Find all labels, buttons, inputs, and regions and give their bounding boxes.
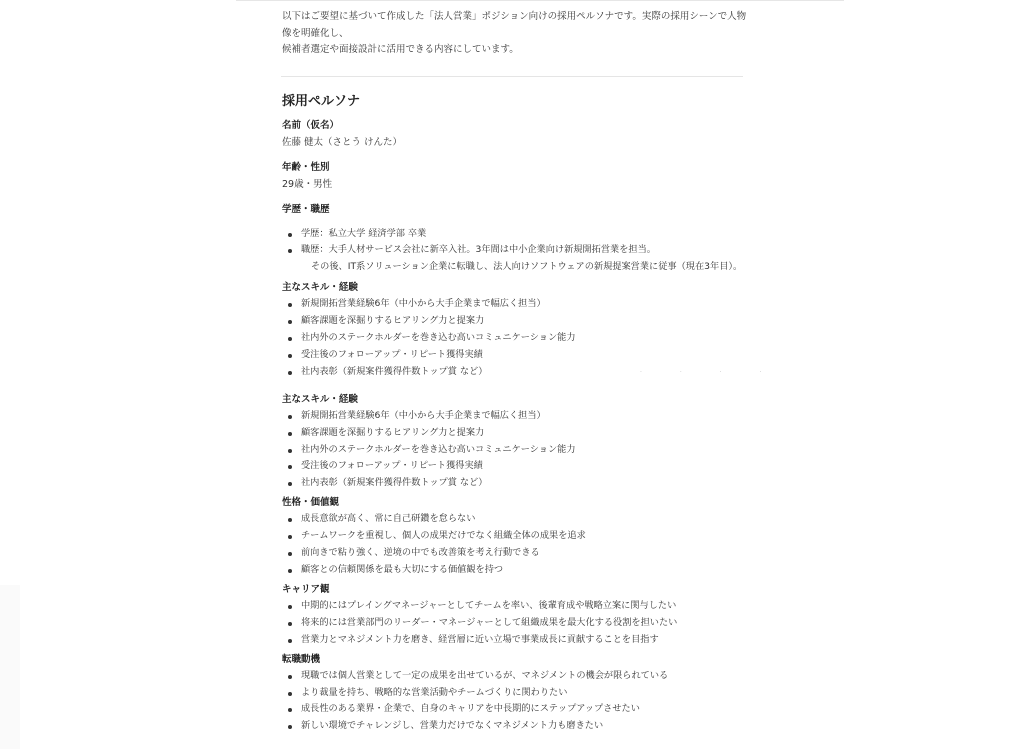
list-item-text: 顧客課題を深掘りするヒアリング力と提案力 bbox=[301, 315, 485, 327]
intro-line-2: 候補者選定や面接設計に活用できる内容にしています。 bbox=[282, 44, 519, 55]
list-item bbox=[282, 425, 752, 442]
bullet-icon bbox=[288, 639, 292, 643]
list-item bbox=[282, 330, 752, 347]
list-item bbox=[282, 511, 752, 528]
list-item bbox=[282, 668, 752, 685]
bullet-icon bbox=[288, 320, 292, 324]
bullet-icon bbox=[288, 449, 292, 453]
list-item-text: 顧客課題を深掘りするヒアリング力と提案力 bbox=[301, 426, 485, 438]
list-item bbox=[282, 475, 752, 492]
list-item bbox=[282, 598, 752, 615]
bullet-icon bbox=[288, 605, 292, 609]
bullet-icon bbox=[288, 415, 292, 419]
list-item bbox=[282, 408, 752, 425]
list-item-text: 新しい環境でチャレンジし、営業力だけでなくマネジメント力も磨きたい bbox=[301, 720, 604, 732]
list-item-text: 社内表彰（新規案件獲得件数トップ賞 など） bbox=[301, 365, 488, 377]
list-item-text: 前向きで粘り強く、逆境の中でも改善策を考え行動できる bbox=[301, 547, 540, 559]
bullet-icon bbox=[288, 303, 292, 307]
age-gender-heading: 年齢・性別 bbox=[282, 161, 330, 173]
bullet-icon bbox=[288, 233, 292, 237]
persona-title: 採用ペルソナ bbox=[282, 93, 361, 109]
bullet-icon bbox=[288, 708, 292, 712]
bullet-icon bbox=[288, 675, 292, 679]
bullet-icon bbox=[288, 465, 292, 469]
left-edge-shade bbox=[0, 585, 20, 749]
list-item-text: 社内外のステークホルダーを巻き込む高いコミュニケーション能力 bbox=[301, 332, 576, 344]
list-item-text: 学歴：私立大学 経済学部 卒業 bbox=[301, 227, 427, 239]
bullet-icon bbox=[288, 692, 292, 696]
bullet-icon bbox=[288, 569, 292, 573]
section-divider bbox=[281, 76, 743, 77]
skills-repeat-heading: 主なスキル・経験 bbox=[282, 393, 358, 405]
personality-heading: 性格・価値観 bbox=[282, 497, 340, 509]
age-gender-value: 29歳・男性 bbox=[282, 178, 333, 190]
list-item bbox=[282, 718, 752, 735]
list-item-text: 現職では個人営業として一定の成果を出せているが、マネジメントの機会が限られている bbox=[301, 669, 669, 681]
list-item-text: 受注後のフォローアップ・リピート獲得実績 bbox=[301, 460, 483, 472]
render-artifact: · · · · bbox=[640, 369, 780, 376]
bullet-icon bbox=[288, 725, 292, 729]
list-item-continuation: その後、IT系ソリューション企業に転職し、法人向けソフトウェアの新規提案営業に従事（現在3年目）。 bbox=[311, 261, 743, 273]
personality-list bbox=[282, 511, 752, 579]
motivation-list bbox=[282, 668, 752, 736]
list-item bbox=[282, 615, 752, 632]
intro-text bbox=[282, 9, 752, 59]
bullet-icon bbox=[288, 482, 292, 486]
bullet-icon bbox=[288, 249, 292, 253]
list-item bbox=[282, 296, 752, 313]
motivation-heading: 転職動機 bbox=[282, 653, 321, 665]
career-heading: キャリア観 bbox=[282, 583, 330, 595]
list-item bbox=[282, 701, 752, 718]
list-item-text: より裁量を持ち、戦略的な営業活動やチームづくりに関わりたい bbox=[301, 686, 568, 698]
list-item bbox=[282, 685, 752, 702]
list-item-text: 成長性のある業界・企業で、自身のキャリアを中長期的にステップアップさせたい bbox=[301, 703, 640, 715]
list-item-text: 社内表彰（新規案件獲得件数トップ賞 など） bbox=[301, 477, 488, 489]
list-item bbox=[282, 562, 752, 579]
list-item-text: 受注後のフォローアップ・リピート獲得実績 bbox=[301, 348, 483, 360]
list-item-text: 顧客との信頼関係を最も大切にする価値観を持つ bbox=[301, 564, 504, 575]
list-item bbox=[282, 458, 752, 475]
list-item bbox=[282, 545, 752, 562]
bullet-icon bbox=[288, 371, 292, 375]
skills-repeat-list bbox=[282, 408, 752, 493]
list-item bbox=[282, 347, 752, 364]
bullet-icon bbox=[288, 354, 292, 358]
background-heading: 学歴・職歴 bbox=[282, 203, 330, 215]
background-list bbox=[282, 226, 752, 277]
top-divider bbox=[236, 0, 844, 1]
list-item-text: チームワークを重視し、個人の成果だけでなく組織全体の成果を追求 bbox=[301, 530, 586, 542]
list-item bbox=[282, 442, 752, 459]
bullet-icon bbox=[288, 535, 292, 539]
bullet-icon bbox=[288, 622, 292, 626]
bullet-icon bbox=[288, 337, 292, 341]
name-value: 佐藤 健太（さとう けんた） bbox=[282, 136, 403, 148]
list-item-text: 職歴：大手人材サービス会社に新卒入社。3年間は中小企業向け新規開拓営業を担当。 bbox=[301, 244, 656, 256]
list-item-text: 新規開拓営業経験6年（中小から大手企業まで幅広く担当） bbox=[301, 298, 546, 310]
name-heading: 名前（仮名） bbox=[282, 119, 340, 131]
list-item bbox=[282, 226, 752, 243]
intro-line-1: 以下はご要望に基づいて作成した「法人営業」ポジション向けの採用ペルソナです。実際の採用シーンで人物像を明確化し、 bbox=[282, 11, 747, 39]
list-item-text: 新規開拓営業経験6年（中小から大手企業まで幅広く担当） bbox=[301, 409, 546, 421]
list-item-text: 成長意欲が高く、常に自己研鑽を怠らない bbox=[301, 513, 476, 525]
list-item bbox=[282, 528, 752, 545]
list-item-text: 社内外のステークホルダーを巻き込む高いコミュニケーション能力 bbox=[301, 443, 576, 455]
bullet-icon bbox=[288, 432, 292, 436]
list-item bbox=[282, 632, 752, 649]
list-item-text: 中期的にはプレイングマネージャーとしてチームを率い、後輩育成や戦略立案に関与したい bbox=[301, 599, 677, 611]
list-item bbox=[282, 242, 752, 276]
career-list bbox=[282, 598, 752, 649]
bullet-icon bbox=[288, 552, 292, 556]
list-item-text: 将来的には営業部門のリーダー・マネージャーとして組織成果を最大化する役割を担いたい bbox=[301, 616, 678, 628]
bullet-icon bbox=[288, 518, 292, 522]
list-item bbox=[282, 313, 752, 330]
list-item-text: 営業力とマネジメント力を磨き、経営層に近い立場で事業成長に貢献することを目指す bbox=[301, 633, 659, 645]
skills-heading: 主なスキル・経験 bbox=[282, 282, 358, 294]
